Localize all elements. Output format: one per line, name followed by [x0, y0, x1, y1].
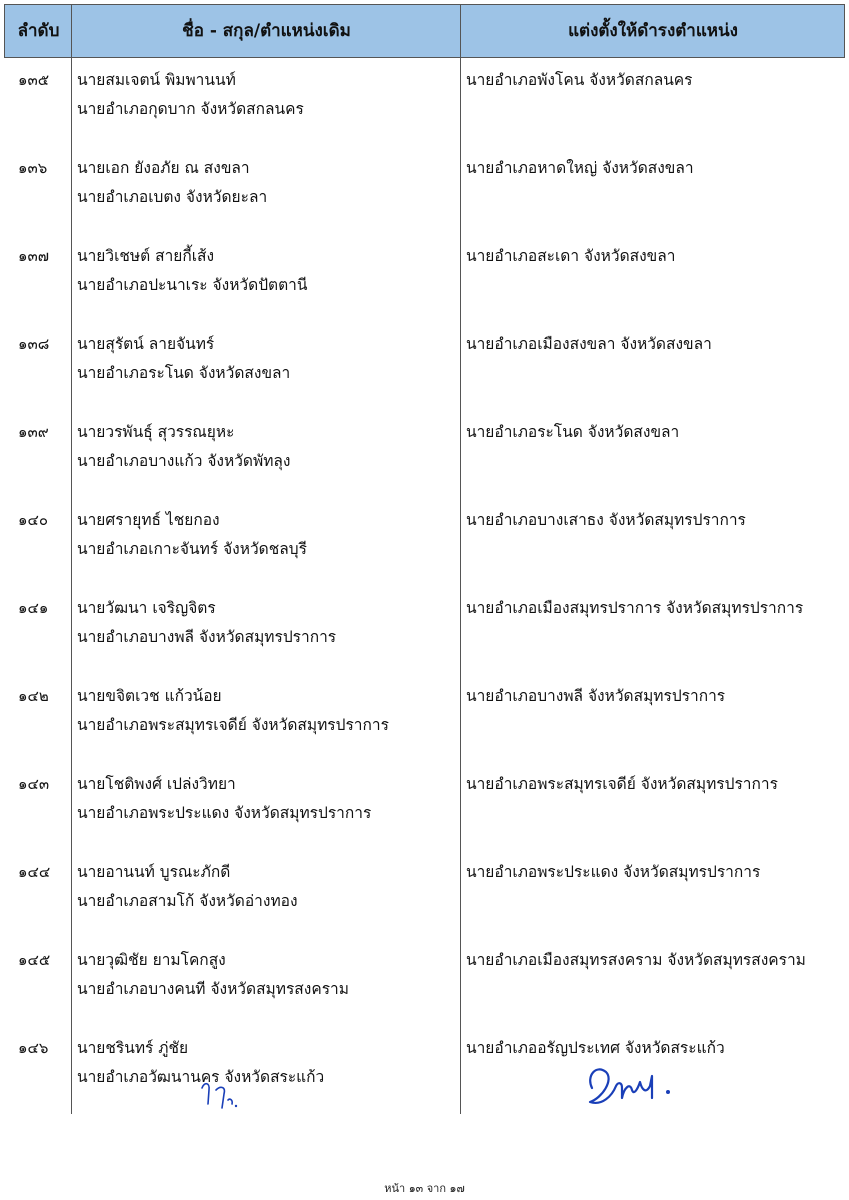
initials-signature-right: [582, 1058, 692, 1114]
new-position: นายอำเภอพระสมุทรเจดีย์ จังหวัดสมุทรปราการ: [466, 775, 778, 793]
new-position: นายอำเภอเมืองสงขลา จังหวัดสงขลา: [466, 335, 712, 353]
person-name: นายสุรัตน์ ลายจันทร์: [77, 335, 215, 353]
new-position: นายอำเภอเมืองสมุทรปราการ จังหวัดสมุทรปราการ: [466, 599, 804, 617]
header-new-position: แต่งตั้งให้ดำรงตำแหน่ง: [568, 21, 738, 41]
name-old-position: [77, 682, 389, 740]
name-old-position: [77, 154, 267, 212]
row-number: ๑๔๔: [18, 863, 51, 881]
new-position: นายอำเภออรัญประเทศ จังหวัดสระแก้ว: [466, 1039, 725, 1057]
row-number: ๑๔๑: [18, 599, 49, 617]
old-position: นายอำเภอพระประแดง จังหวัดสมุทรปราการ: [77, 804, 372, 822]
table-row: [4, 146, 845, 234]
page-number: หน้า ๑๓ จาก ๑๗: [384, 1182, 465, 1195]
old-position: นายอำเภอบางแก้ว จังหวัดพัทลุง: [77, 452, 291, 470]
old-position: นายอำเภอวัฒนานคร จังหวัดสระแก้ว: [77, 1068, 325, 1086]
table-row: [4, 938, 845, 1026]
table-row: [4, 498, 845, 586]
person-name: นายสมเจตน์ พิมพานนท์: [77, 71, 236, 89]
old-position: นายอำเภอเกาะจันทร์ จังหวัดชลบุรี: [77, 540, 307, 558]
name-old-position: [77, 506, 307, 564]
person-name: นายอานนท์ บูรณะภักดี: [77, 863, 231, 881]
row-number: ๑๓๖: [18, 159, 48, 177]
row-number: ๑๔๖: [18, 1039, 49, 1057]
row-number: ๑๔๓: [18, 775, 50, 793]
new-position: นายอำเภอหาดใหญ่ จังหวัดสงขลา: [466, 159, 694, 177]
old-position: นายอำเภอเบตง จังหวัดยะลา: [77, 188, 268, 206]
name-old-position: [77, 946, 349, 1004]
table-row: [4, 1026, 845, 1114]
row-number: ๑๔๕: [18, 951, 51, 969]
person-name: นายขจิตเวช แก้วน้อย: [77, 687, 222, 705]
table-border-right: [844, 4, 845, 58]
old-position: นายอำเภอระโนด จังหวัดสงขลา: [77, 364, 291, 382]
table-row: [4, 58, 845, 146]
new-position: นายอำเภอพังโคน จังหวัดสกลนคร: [466, 71, 693, 89]
name-old-position: [77, 242, 307, 300]
person-name: นายวุฒิชัย ยามโคกสูง: [77, 951, 226, 969]
person-name: นายวิเชษต์ สายกี้เส้ง: [77, 247, 215, 265]
name-old-position: [77, 418, 290, 476]
new-position: นายอำเภอบางเสาธง จังหวัดสมุทรปราการ: [466, 511, 746, 529]
row-number: ๑๓๗: [18, 247, 50, 265]
old-position: นายอำเภอพระสมุทรเจดีย์ จังหวัดสมุทรปราการ: [77, 716, 389, 734]
header-name-old-position: ชื่อ - สกุล/ตำแหน่งเดิม: [182, 21, 351, 41]
person-name: นายโชติพงศ์ เปล่งวิทยา: [77, 775, 236, 793]
name-old-position: [77, 858, 298, 916]
table-row: [4, 410, 845, 498]
name-old-position: [77, 330, 290, 388]
row-number: ๑๔๐: [18, 511, 49, 529]
name-old-position: [77, 66, 304, 124]
row-number: ๑๓๕: [18, 71, 50, 89]
new-position: นายอำเภอบางพลี จังหวัดสมุทรปราการ: [466, 687, 726, 705]
new-position: นายอำเภอพระประแดง จังหวัดสมุทรปราการ: [466, 863, 761, 881]
row-number: ๑๓๘: [18, 335, 50, 353]
person-name: นายวรพันธุ์ สุวรรณยุหะ: [77, 423, 235, 441]
table-row: [4, 234, 845, 322]
appointment-table: [4, 4, 845, 1114]
initials-signature-left: [196, 1078, 256, 1112]
new-position: นายอำเภอเมืองสมุทรสงคราม จังหวัดสมุทรสงคราม: [466, 951, 806, 969]
person-name: นายวัฒนา เจริญจิตร: [77, 599, 216, 617]
person-name: นายเอก ยังอภัย ณ สงขลา: [77, 159, 250, 177]
table-header: [4, 4, 845, 58]
table-border-left: [4, 4, 5, 58]
table-row: [4, 762, 845, 850]
new-position: นายอำเภอระโนด จังหวัดสงขลา: [466, 423, 680, 441]
old-position: นายอำเภอสามโก้ จังหวัดอ่างทอง: [77, 892, 298, 910]
table-row: [4, 674, 845, 762]
person-name: นายศรายุทธ์ ไชยกอง: [77, 511, 220, 529]
header-order: ลำดับ: [17, 21, 60, 41]
old-position: นายอำเภอบางคนที จังหวัดสมุทรสงคราม: [77, 980, 349, 998]
name-old-position: [77, 594, 336, 652]
row-number: ๑๔๒: [18, 687, 49, 705]
old-position: นายอำเภอปะนาเระ จังหวัดปัตตานี: [77, 276, 308, 294]
table-row: [4, 586, 845, 674]
row-number: ๑๓๙: [18, 423, 49, 441]
table-row: [4, 850, 845, 938]
person-name: นายชรินทร์ ภู่ชัย: [77, 1039, 189, 1057]
table-row: [4, 322, 845, 410]
old-position: นายอำเภอกุดบาก จังหวัดสกลนคร: [77, 100, 304, 118]
name-old-position: [77, 770, 371, 828]
new-position: นายอำเภอสะเดา จังหวัดสงขลา: [466, 247, 676, 265]
old-position: นายอำเภอบางพลี จังหวัดสมุทรปราการ: [77, 628, 337, 646]
